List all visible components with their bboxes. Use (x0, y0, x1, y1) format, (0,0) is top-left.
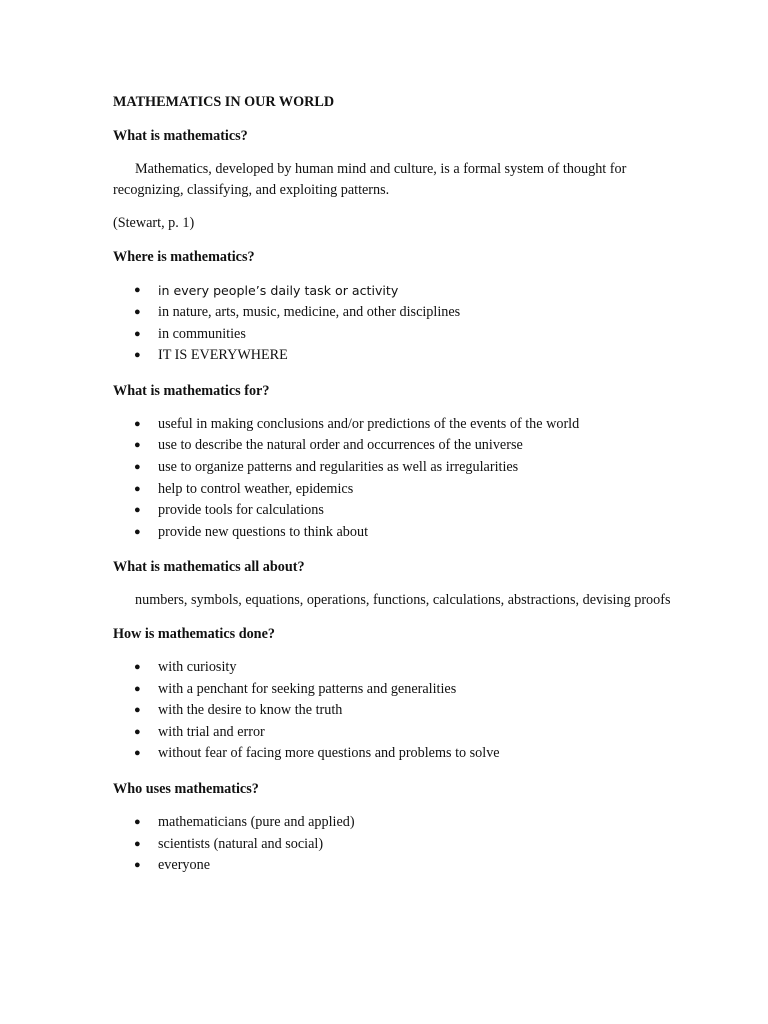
purpose-list (113, 414, 673, 544)
heading-who-uses-mathematics: Who uses mathematics? (113, 780, 259, 797)
bullet-icon: ● (134, 660, 141, 673)
list-item (113, 700, 673, 722)
bullet-icon: ● (134, 349, 141, 362)
bullet-icon: ● (134, 461, 141, 474)
list-item (113, 414, 673, 436)
heading-how-is-mathematics-done: How is mathematics done? (113, 625, 275, 642)
list-item-text: useful in making conclusions and/or predictions of the events of the world (158, 415, 580, 432)
list-item (113, 679, 673, 701)
bullet-icon: ● (134, 525, 141, 538)
list-item (113, 834, 673, 856)
list-item-text: with curiosity (158, 658, 237, 675)
bullet-icon: ● (134, 439, 141, 452)
about-paragraph: numbers, symbols, equations, operations, functions, calculations, abstractions, devising proofs (135, 592, 671, 609)
list-item-text: in every people’s daily task or activity (158, 282, 399, 298)
heading-what-is-mathematics: What is mathematics? (113, 128, 248, 144)
document-page (113, 92, 673, 877)
list-item (113, 743, 673, 765)
bullet-icon: ● (134, 682, 141, 695)
definition-paragraph: Mathematics, developed by human mind and culture, is a formal system of thought for recognizing, classifying, and exploiting patterns. (113, 161, 627, 198)
list-item-text: without fear of facing more questions and problems to solve (158, 745, 500, 762)
list-item (113, 522, 673, 544)
heading-what-is-mathematics-for: What is mathematics for? (113, 382, 270, 399)
bullet-icon: ● (134, 815, 141, 828)
list-item-text: mathematicians (pure and applied) (158, 813, 355, 830)
bullet-icon: ● (134, 504, 141, 517)
where-list (113, 280, 673, 367)
heading-where-is-mathematics: Where is mathematics? (113, 248, 255, 265)
bullet-icon: ● (134, 837, 141, 850)
list-item (113, 722, 673, 744)
how-list (113, 657, 673, 765)
list-item-text: with the desire to know the truth (158, 702, 343, 719)
bullet-icon: ● (134, 327, 141, 340)
heading-what-is-mathematics-all-about: What is mathematics all about? (113, 559, 305, 576)
bullet-icon: ● (134, 859, 141, 872)
list-item (113, 302, 673, 324)
list-item (113, 345, 673, 367)
document-title: MATHEMATICS IN OUR WORLD (113, 94, 335, 110)
bullet-icon: ● (134, 417, 141, 430)
bullet-icon: ● (134, 725, 141, 738)
users-list (113, 812, 673, 877)
list-item (113, 457, 673, 479)
list-item (113, 500, 673, 522)
list-item-text: IT IS EVERYWHERE (158, 347, 288, 364)
bullet-icon: ● (134, 283, 141, 296)
list-item-text: in communities (158, 325, 246, 342)
list-item (113, 479, 673, 501)
list-item-text: everyone (158, 857, 210, 874)
list-item (113, 657, 673, 679)
bullet-icon: ● (134, 747, 141, 760)
list-item-text: use to organize patterns and regularities as well as irregularities (158, 459, 519, 476)
list-item (113, 855, 673, 877)
list-item-text: provide tools for calculations (158, 502, 324, 519)
list-item (113, 324, 673, 346)
bullet-icon: ● (134, 482, 141, 495)
bullet-icon: ● (134, 704, 141, 717)
citation: (Stewart, p. 1) (113, 215, 195, 231)
list-item (113, 812, 673, 834)
list-item-text: use to describe the natural order and occurrences of the universe (158, 437, 523, 454)
bullet-icon: ● (134, 306, 141, 319)
list-item-text: with a penchant for seeking patterns and generalities (158, 680, 457, 697)
list-item (113, 435, 673, 457)
list-item-text: in nature, arts, music, medicine, and other disciplines (158, 304, 461, 321)
list-item (113, 280, 673, 303)
list-item-text: scientists (natural and social) (158, 835, 324, 852)
list-item-text: with trial and error (158, 723, 265, 740)
list-item-text: provide new questions to think about (158, 523, 369, 540)
list-item-text: help to control weather, epidemics (158, 480, 354, 497)
